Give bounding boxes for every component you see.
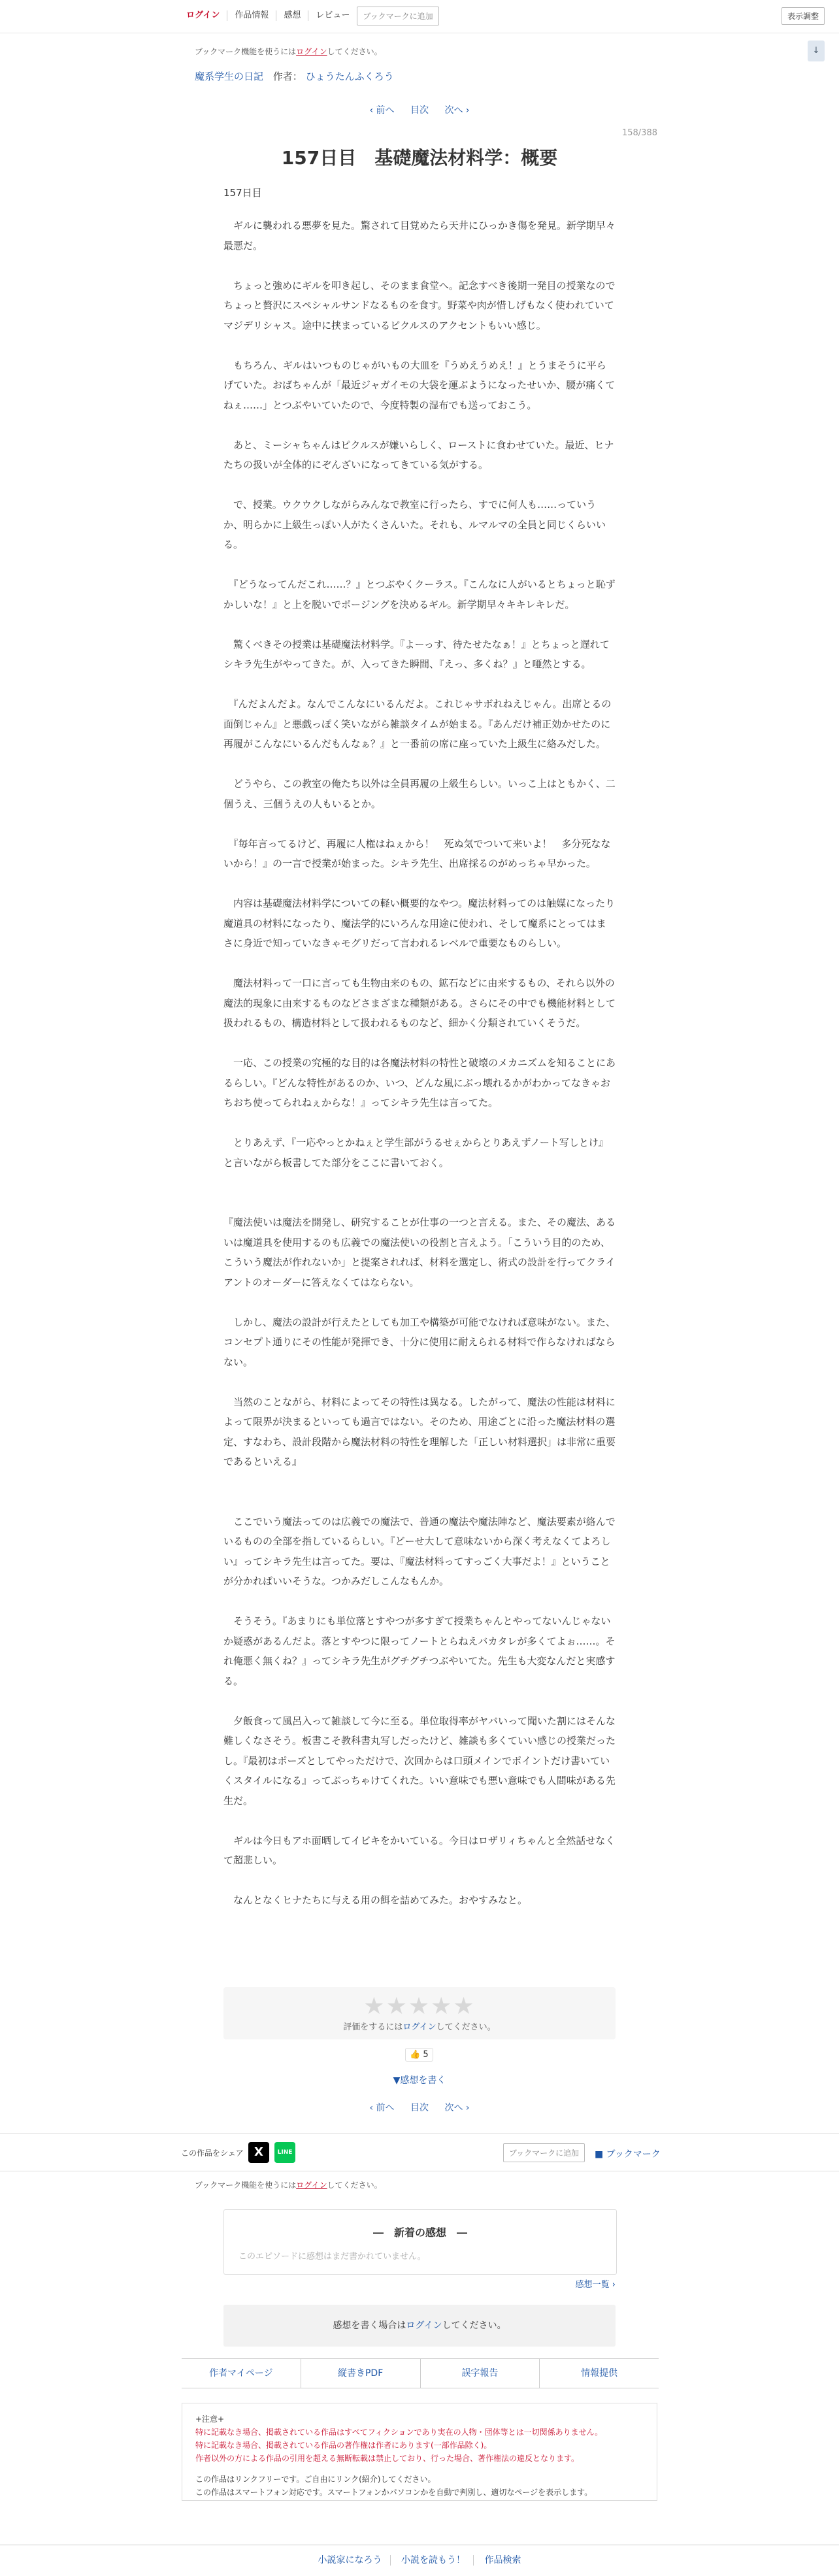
toc-link[interactable]: 目次 [410, 105, 429, 116]
body-paragraph [223, 1592, 616, 1612]
body-paragraph: どうやら、この教室の俺たち以外は全員再履の上級生らしい。いっこ上はともかく、二個うえ、三個うえの人もいるとか。 [223, 778, 616, 810]
bookmark-note [195, 46, 382, 57]
x-share-icon[interactable]: X [248, 2142, 269, 2163]
body-paragraph [223, 1173, 616, 1193]
body-paragraph [223, 675, 616, 695]
body-paragraph: で、授業。ウクウクしながらみんなで教室に行ったら、すでに何人も……っていうか、明らかに上級生っぽい人がたくさんいた。それも、ルマルマの全員と同じくらいいる。 [223, 499, 606, 550]
typo-report-link[interactable]: 誤字報告 [421, 2359, 540, 2388]
caution-line: 特に記載なき場合、掲載されている作品の著作権は作者にあります(一部作品除く)。 [195, 2441, 492, 2450]
body-paragraph: 『んだよんだよ。なんでこんなにいるんだよ。これじゃサボれねえじゃん。出席とるの面倒じゃん』と悪戯っぽく笑いながら雑談タイムが始まる。『あんだけ補正効かせたのに再履がこんなにいるんだもんなぁ？』と一番前の席に座っていた上級生に絡みだした。 [223, 698, 612, 750]
star-icon[interactable]: ★ [453, 1993, 476, 2020]
body-paragraph [223, 814, 616, 834]
rating-stars [223, 1994, 616, 2020]
info-provide-link[interactable]: 情報提供 [581, 2368, 618, 2379]
footer-link-narou[interactable]: 小説家になろう [310, 2555, 391, 2566]
rating-prefix: 評価をするには [343, 2022, 403, 2032]
body-paragraph [223, 1871, 616, 1891]
body-paragraph [223, 555, 616, 575]
bookmark-note-prefix: ブックマーク機能を使うには [195, 47, 297, 56]
rating-box [223, 1987, 616, 2039]
body-paragraph: ギルは今日もアホ面晒してイビキをかいている。今日はロザリィちゃんと全然話せなくて超悲しい。 [223, 1834, 616, 1866]
body-paragraph [223, 754, 616, 775]
bookmark-link[interactable]: ■ ブックマーク [595, 2149, 661, 2160]
page-count: 158/388 [621, 128, 657, 138]
next-link-bottom[interactable]: 次へ › [444, 2103, 470, 2113]
no-impressions-text: このエピソードに感想はまだ書かれていません。 [239, 2252, 426, 2262]
prev-link[interactable]: ‹ 前へ [369, 105, 395, 116]
body-paragraph: ギルに襲われる悪夢を見た。驚されて目覚めたら天井にひっかき傷を発見。新学期早々最悪だ。 [223, 220, 616, 252]
body-paragraph [223, 415, 616, 435]
top-bar [0, 0, 839, 33]
series-title-link[interactable]: 魔系学生の日記 [195, 71, 264, 82]
rating-login-link[interactable]: ログイン [403, 2022, 436, 2032]
body-paragraph [223, 1492, 616, 1512]
body-paragraph [223, 1292, 616, 1313]
footer-link-search[interactable]: 作品検索 [484, 2555, 521, 2566]
body-paragraph: 当然のことながら、材料によってその特性は異なる。したがって、魔法の性能は材料によって限界が決まるといっても過言ではない。そのため、用途ごとに沿った魔法材料の選定、すなわち、設計段階から魔法材料の特性を理解した「正しい材料選択」は非常に重要であるといえる』 [223, 1396, 616, 1467]
body-paragraph [223, 1472, 616, 1492]
body-paragraph: 驚くべきその授業は基礎魔法材料学。『よーっす、待たせたなぁ！』とちょっと遅れてシキラ先生がやってきた。が、入ってきた瞬間、『えっ、多くね？』と唖然とする。 [223, 638, 610, 670]
episode-body [223, 216, 616, 1911]
caution-line: 特に記載なき場合、掲載されている作品はすべてフィクションであり実在の人物・団体等とは一切関係ありません。 [195, 2428, 603, 2437]
line-share-icon[interactable]: LINE [274, 2142, 295, 2163]
thumbs-up-icon: 👍 [410, 2050, 421, 2060]
bookmark-note-prefix-bottom: ブックマーク機能を使うには [195, 2181, 297, 2190]
share-bar [0, 2133, 839, 2171]
star-icon[interactable]: ★ [386, 1993, 408, 2020]
rating-text [223, 2020, 616, 2032]
login-link[interactable]: ログイン [180, 10, 227, 21]
new-impressions-box [223, 2209, 617, 2275]
body-paragraph [223, 1691, 616, 1711]
body-paragraph: 一応、この授業の究極的な目的は各魔法材料の特性と破壊のメカニズムを知ることにあるらしい。『どんな特性があるのか、いつ、どんな風にぶっ壊れるかがわかってなきゃおちおち使ってられねぇからな！』ってシキラ先生は言ってた。 [223, 1057, 616, 1109]
body-paragraph [223, 954, 616, 974]
body-paragraph [223, 1193, 616, 1213]
bookmark-note-suffix: してください。 [327, 47, 382, 56]
caution-line: この作品はリンクフリーです。ご自由にリンク(紹介)してください。 [195, 2475, 436, 2484]
bookmark-add-button[interactable]: ブックマークに追加 [357, 7, 438, 25]
body-paragraph [223, 335, 616, 356]
bookmark-note-login-link[interactable]: ログイン [296, 47, 327, 56]
like-count: 5 [423, 2050, 429, 2060]
new-impressions-heading: ― 新着の感想 ― [372, 2226, 467, 2239]
footer-link-yomou[interactable]: 小説を読もう！ [393, 2555, 474, 2566]
body-paragraph: ここでいう魔法ってのは広義での魔法で、普通の魔法や魔法陣など、魔法要素が絡んでいるものの全部を指しているらしい。『どーせ大して意味ないから深く考えなくてよろしい』ってシキラ先生は言ってた。要は、『魔法材料ってすっごく大事だよ！』ということが分かればいいそうな。つかみだしこんなもんか。 [223, 1515, 616, 1587]
bookmark-note-login-link-bottom[interactable]: ログイン [296, 2181, 327, 2190]
author-mypage-link[interactable]: 作者マイページ [182, 2359, 301, 2388]
body-paragraph: ちょっと強めにギルを叩き起し、そのまま食堂へ。記念すべき後期一発目の授業なのでちょっと贅沢にスペシャルサンドなるものを食す。野菜や肉が惜しげもなく使われていてマジデリシャス。途中に挟まっているピクルスのアクセントもいい感じ。 [223, 279, 616, 331]
body-paragraph: もちろん、ギルはいつものじゃがいもの大皿を『うめえうめえ！』とうまそうに平らげていた。おばちゃんが「最近ジャガイモの大袋を運ぶようになったせいか、腰が痛くてねぇ……」とつぶやいていたので、今度特製の湿布でも送っておこう。 [223, 359, 616, 411]
write-impression-link[interactable]: ▼感想を書く [393, 2075, 446, 2086]
star-icon[interactable]: ★ [408, 1993, 431, 2020]
pager-top [0, 103, 839, 116]
bookmark-note-suffix-bottom: してください。 [327, 2181, 382, 2190]
review-link[interactable]: レビュー [316, 10, 350, 20]
body-paragraph: 夕飯食って風呂入って雑談して今に至る。単位取得率がヤバいって聞いた割にはそんな難しくなさそう。板書こそ教科書丸写しだったけど、雑談も多くていい感じの授業だったし。『最初はポーズとしてやっただけで、次回からは口頭メインでポイントだけ書いていくスタイルになる』ってぶっちゃけてくれた。いい意味でも悪い意味でも人間味がある先生だ。 [223, 1715, 616, 1807]
display-settings-button[interactable]: 表示調整 [781, 7, 825, 25]
body-paragraph [223, 614, 616, 635]
impressions-link[interactable]: 感想 [276, 10, 308, 21]
impression-login-suffix: してください。 [442, 2320, 506, 2331]
body-paragraph: あと、ミーシャちゃんはピクルスが嫌いらしく、ローストに食わせていた。最近、ヒナたちの扱いが全体的にぞんざいになってきている気がする。 [223, 439, 614, 471]
impression-login-prefix: 感想を書く場合は [333, 2320, 406, 2331]
caution-line: この作品はスマートフォン対応です。スマートフォンかパソコンかを自動で判別し、適切なページを表示します。 [195, 2488, 593, 2497]
impression-login-link[interactable]: ログイン [406, 2320, 442, 2331]
episode-subtitle: 157日目 [223, 187, 262, 199]
body-paragraph: 『魔法使いは魔法を開発し、研究することが仕事の一つと言える。また、その魔法、あるいは魔道具を使用するのも広義での魔法使いの役割と言えよう。「こういう目的のため、こういう魔法が作れないか」と提案されれば、材料を選定し、術式の設計を行ってクライアントのオーダーに答えなくてはならない。 [223, 1216, 616, 1288]
star-icon[interactable]: ★ [363, 1993, 386, 2020]
scroll-down-icon[interactable]: ↓ [808, 41, 825, 61]
caution-box [182, 2403, 657, 2501]
bookmark-add-button-bottom[interactable]: ブックマークに追加 [503, 2143, 585, 2162]
body-paragraph [223, 475, 616, 495]
body-paragraph: しかし、魔法の設計が行えたとしても加工や構築が可能でなければ意味がない。また、コンセプト通りにその性能が発揮でき、十分に使用に耐えられる材料で作らなければならない。 [223, 1316, 616, 1368]
work-info-link[interactable]: 作品情報 [227, 10, 276, 21]
body-paragraph: なんとなくヒナたちに与える用の餌を詰めてみた。おやすみなと。 [223, 1894, 528, 1906]
body-paragraph [223, 1811, 616, 1831]
share-label: この作品をシェア [181, 2149, 244, 2158]
impressions-list-link[interactable]: 感想一覧 › [575, 2280, 616, 2290]
footer-links [182, 2358, 659, 2388]
pager-bottom [0, 2101, 839, 2114]
bookmark-note-bottom [195, 2179, 382, 2190]
body-paragraph: そうそう。『あまりにも単位落とすやつが多すぎて授業ちゃんとやってないんじゃないか疑惑があるんだよ。落とすやつに限ってノートとらねえバカタレが多くてよぉ……。それ俺悪く無くね？』ってシキラ先生がグチグチつぶやいてた。先生も大変なんだと実感する。 [223, 1615, 616, 1687]
caution-heading: +注意+ [195, 2415, 225, 2424]
body-paragraph [223, 1372, 616, 1392]
author-label: 作者： [272, 71, 303, 82]
star-icon[interactable]: ★ [431, 1993, 453, 2020]
body-paragraph: 『毎年言ってるけど、再履に人権はねぇから！ 死ぬ気でついて来いよ！ 多分死なないから！』の一言で授業が始まった。シキラ先生、出席採るのがめっちゃ早かった。 [223, 837, 611, 869]
body-paragraph: 内容は基礎魔法材料学についての軽い概要的なやつ。魔法材料ってのは触媒になったり魔道具の材料になったり、魔法学的にいろんな用途に使われ、そして魔系にとってはまさに身近で知っていなきゃモグリだって言われるレベルで重要なものらしい。 [223, 897, 616, 949]
body-paragraph: 魔法材料って一口に言っても生物由来のもの、鉱石などに由来するもの、それら以外の魔法的現象に由来するものなどさまざまな種類がある。さらにその中でも機能材料として扱われるもの、構造材料として扱われるものなど、細かく分類されていくそうだ。 [223, 977, 616, 1029]
rating-suffix: してください。 [436, 2022, 496, 2032]
body-paragraph [223, 874, 616, 894]
caution-line: 作者以外の方による作品の引用を超える無断転載は禁止しており、行った場合、著作権法の違反となります。 [195, 2454, 580, 2463]
vertical-pdf-link[interactable]: 縦書きPDF [301, 2359, 421, 2388]
next-link[interactable]: 次へ › [444, 105, 470, 116]
body-paragraph [223, 1033, 616, 1054]
site-footer [0, 2545, 839, 2576]
body-paragraph [223, 1113, 616, 1133]
series-info [195, 69, 394, 83]
body-paragraph: とりあえず、『一応やっとかねぇと学生部がうるせぇからとりあえずノート写しとけ』と言いながら板書してた部分をここに書いておく。 [223, 1137, 608, 1169]
body-paragraph [223, 256, 616, 276]
prev-link-bottom[interactable]: ‹ 前へ [369, 2103, 395, 2113]
impression-login-box [223, 2305, 616, 2347]
toc-link-bottom[interactable]: 目次 [410, 2103, 429, 2113]
top-nav [180, 5, 439, 26]
body-paragraph: 『どうなってんだこれ……？』とつぶやくクーラス。『こんなに人がいるとちょっと恥ずかしいな！』と上を脱いでポージングを決めるギル。新学期早々キキレキレだ。 [223, 578, 616, 611]
like-button[interactable] [405, 2048, 433, 2062]
author-link[interactable]: ひょうたんふくろう [305, 71, 394, 82]
episode-title: 157日目 基礎魔法材料学：概要 [281, 147, 558, 169]
